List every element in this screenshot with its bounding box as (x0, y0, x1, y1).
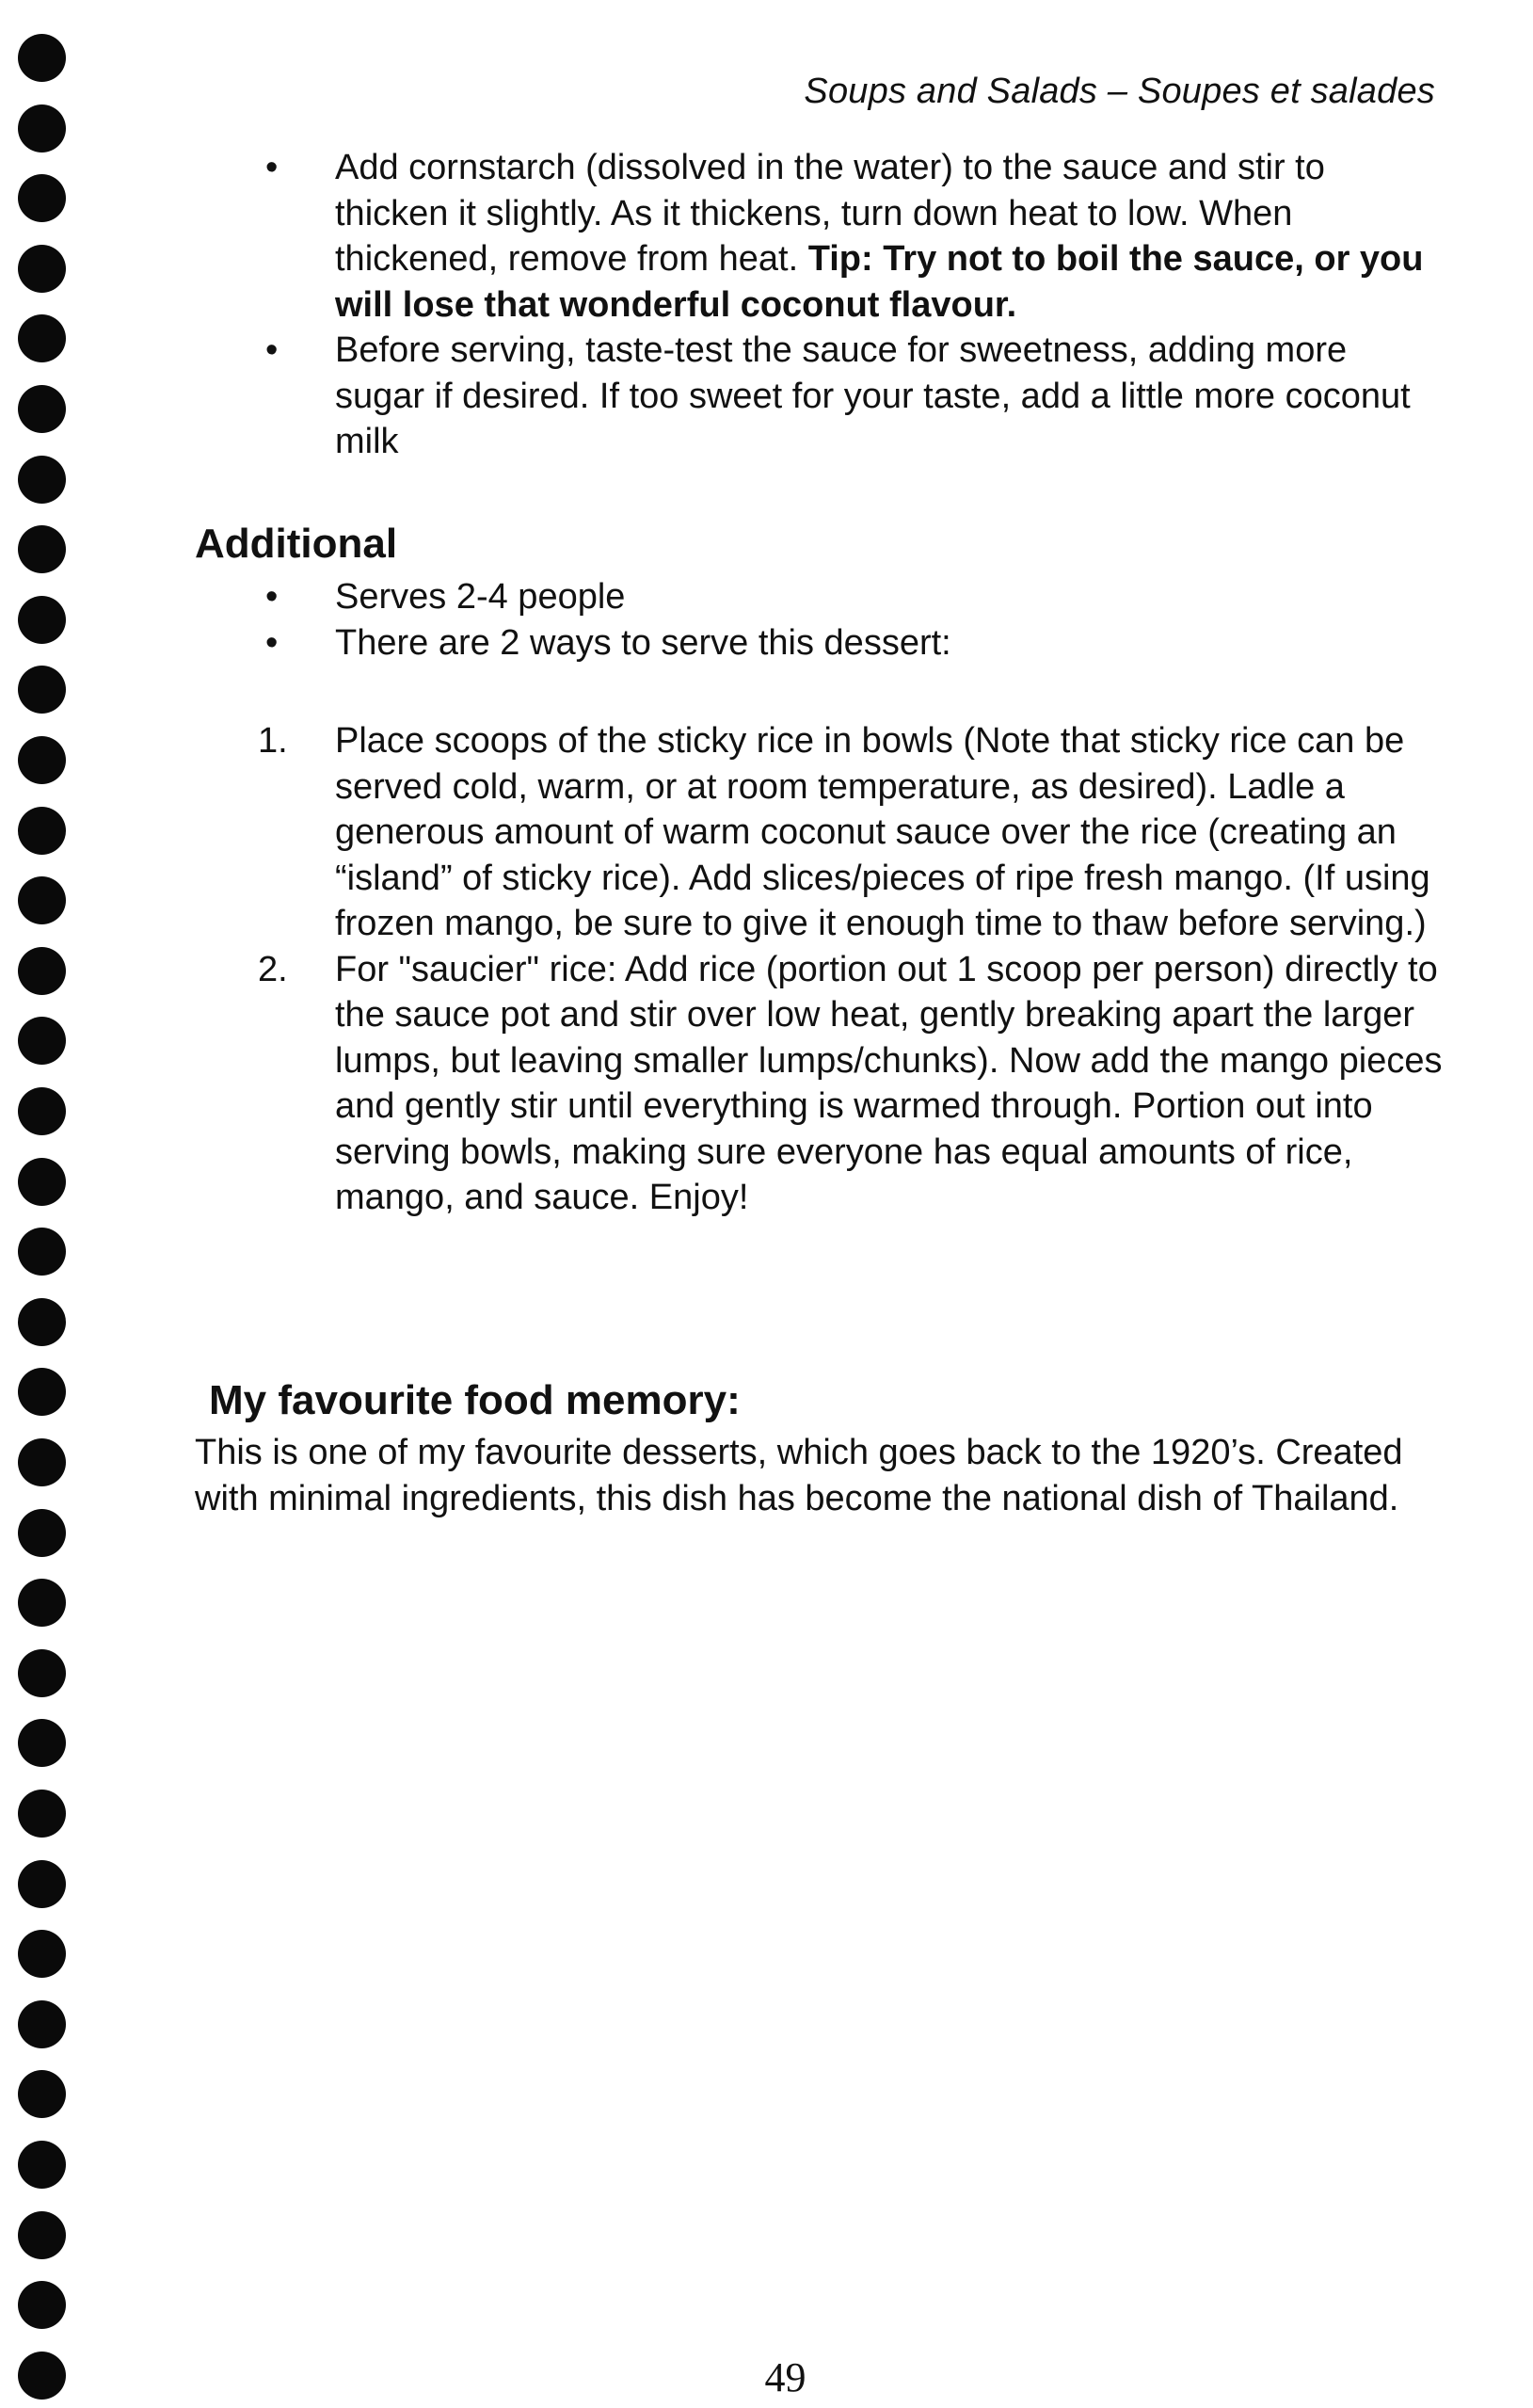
binding-hole (18, 104, 66, 153)
running-header: Soups and Salads – Soupes et salades (804, 72, 1435, 111)
instruction-item-taste-test: • Before serving, taste-test the sauce for sweetness, adding more sugar if desired. If too sweet for your taste, add a little more coconut milk (254, 328, 1445, 465)
instruction-text: Add cornstarch (dissolved in the water) to the sauce and stir to thicken it slightly. As it thickens, turn down heat to low. When thickened, remove from heat. (335, 148, 1325, 279)
binding-hole (18, 1930, 66, 1978)
binding-hole (18, 876, 66, 924)
binding-hole (18, 525, 66, 573)
binding-hole (18, 1228, 66, 1276)
binding-hole (18, 1790, 66, 1838)
tip-text: Tip: Try not to boil the sauce, or you will lose that wonderful coconut flavour. (335, 239, 1424, 325)
additional-list (254, 574, 1445, 666)
binding-hole (18, 2000, 66, 2048)
binding-hole (18, 1649, 66, 1697)
serving-way-text: For "saucier" rice: Add rice (portion out 1 scoop per person) directly to the sauce pot and stir over low heat, gently breaking apart the larger lumps, but leaving smaller lumps/chunks). Now add the mango pieces and gently stir until everything is warmed through. Portion out into serving bowls, making sure everyone has equal amounts of rice, mango, and sauce. Enjoy! (335, 949, 1443, 1217)
binding-hole (18, 596, 66, 644)
binding-hole (18, 2211, 66, 2259)
binding-hole (18, 807, 66, 855)
binding-hole (18, 2281, 66, 2329)
binding-hole (18, 2070, 66, 2118)
binding-hole (18, 1860, 66, 1908)
binding-hole (18, 1158, 66, 1206)
binding-hole (18, 1438, 66, 1486)
binding-hole (18, 1509, 66, 1557)
spiral-binding-holes (0, 0, 94, 2408)
additional-item-ways: • There are 2 ways to serve this dessert: (254, 620, 1445, 666)
binding-hole (18, 1017, 66, 1065)
page-number: 49 (764, 2354, 806, 2400)
additional-item-serves: • Serves 2-4 people (254, 574, 1445, 620)
binding-hole (18, 1087, 66, 1135)
binding-hole (18, 456, 66, 504)
instruction-item-cornstarch (254, 145, 1445, 328)
serving-way-number: 2. (258, 949, 288, 989)
binding-hole (18, 1298, 66, 1346)
additional-heading: Additional (195, 521, 398, 567)
serving-way-1 (254, 718, 1445, 947)
serving-way-text: Place scoops of the sticky rice in bowls (Note that sticky rice can be served cold, warm, or at room temperature, as desired). Ladle a generous amount of warm coconut sauce over the rice (creating an “island” of sticky rice). Add slices/pieces of ripe fresh mango. (If using frozen mango, be sure to give it enough time to thaw before serving.) (335, 721, 1430, 943)
binding-hole (18, 2141, 66, 2189)
serving-ways-list (254, 718, 1445, 1221)
binding-hole (18, 314, 66, 362)
serving-way-number: 1. (258, 721, 288, 761)
binding-hole (18, 385, 66, 433)
binding-hole (18, 174, 66, 222)
memory-heading: My favourite food memory: (209, 1377, 741, 1423)
binding-hole (18, 34, 66, 82)
binding-hole (18, 1579, 66, 1627)
memory-text: This is one of my favourite desserts, which goes back to the 1920’s. Created with minimal ingredients, this dish has become the national dish of Thailand. (195, 1433, 1403, 1518)
binding-hole (18, 245, 66, 293)
binding-hole (18, 1719, 66, 1767)
serving-way-2 (254, 947, 1445, 1221)
instruction-list (254, 145, 1445, 465)
binding-hole (18, 947, 66, 995)
binding-hole (18, 1368, 66, 1416)
binding-hole (18, 736, 66, 784)
binding-hole (18, 666, 66, 714)
